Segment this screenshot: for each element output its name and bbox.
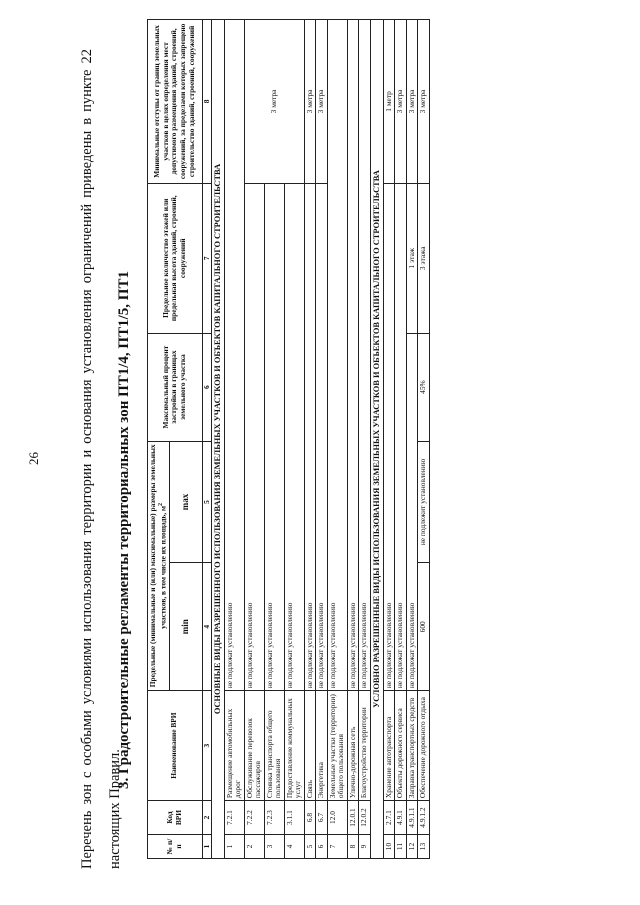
cell-code: 6.8 xyxy=(304,801,316,835)
table-row xyxy=(418,20,430,859)
cell-name: Энергетика xyxy=(316,691,328,801)
cell-name: Благоустройство территории xyxy=(359,691,371,801)
regulations-table xyxy=(147,19,430,859)
cell-num: 12 xyxy=(406,835,418,859)
section-main-title: ОСНОВНЫЕ ВИДЫ РАЗРЕШЕННОГО ИСПОЛЬЗОВАНИЯ ЗЕМЕЛЬНЫХ УЧАСТКОВ И ОБЪЕКТОВ КАПИТАЛЬНОГО СТРОИТЕЛЬСТВА xyxy=(212,20,225,859)
cell-percent: 45% xyxy=(418,333,430,441)
cell-setback: 3 метра xyxy=(406,20,418,184)
cell-name: Размещение автомобильных дорог xyxy=(224,691,244,801)
cell-code: 4.9.1 xyxy=(395,801,407,835)
cell-params: не подлежат установлению xyxy=(406,333,418,691)
col-number: 6 xyxy=(202,333,212,441)
header-size: Предельные (минимальные и (или) максимальные) размеры земельных участков, в том числе их площадь, $м^2$ xyxy=(148,441,170,691)
cell-num: 3 xyxy=(264,835,284,859)
header-name: Наименование ВРИ xyxy=(148,691,203,801)
cell-floors: 1 этаж xyxy=(406,183,418,333)
cell-num: 13 xyxy=(418,835,430,859)
header-code: Код ВРИ xyxy=(148,801,203,835)
cell-setback: 3 метра xyxy=(316,20,328,184)
cell-params: не подлежат установлению xyxy=(304,183,316,690)
cell-num: 11 xyxy=(395,835,407,859)
col-number: 7 xyxy=(202,183,212,333)
cell-code: 12.0.2 xyxy=(359,801,371,835)
col-number: 8 xyxy=(202,20,212,184)
cell-num: 10 xyxy=(383,835,395,859)
cell-num: 5 xyxy=(304,835,316,859)
header-floors: Предельное количество этажей или предельная высота зданий, строений, сооружений xyxy=(148,183,203,333)
cell-name: Связь xyxy=(304,691,316,801)
section-heading: 3. Градостроительные регламенты территориальных зон ПТ1/4, ПТ1/5, ПТ1 xyxy=(116,271,132,789)
cell-name: Земельные участки (территории) общего пользования xyxy=(327,691,347,801)
cell-params: не подлежат установлению xyxy=(284,183,304,690)
col-number: 4 xyxy=(202,563,212,691)
cell-code: 12.0 xyxy=(327,801,347,835)
cell-code: 7.2.3 xyxy=(264,801,284,835)
cell-name: Хранение автотранспорта xyxy=(383,691,395,801)
cell-setback: 3 метра xyxy=(244,20,304,184)
header-max: max xyxy=(169,441,202,563)
table-row xyxy=(316,20,328,859)
cell-max: не подлежит установлению xyxy=(418,441,430,563)
table-row xyxy=(359,20,371,859)
cell-params: не подлежат установлению xyxy=(244,183,264,690)
cell-name: Объекты дорожного сервиса xyxy=(395,691,407,801)
cell-setback: 3 метра xyxy=(395,20,407,184)
cell-params: не подлежат установлению xyxy=(347,20,359,691)
cell-num: 2 xyxy=(244,835,264,859)
cell-name: Обслуживание перевозок пассажиров xyxy=(244,691,264,801)
table-row xyxy=(304,20,316,859)
column-numbers-row xyxy=(202,20,212,859)
intro-paragraph: Перечень зон с особыми условиями использования территории и основания установления ограничений приведены в пункте 22 настоящих Правил. xyxy=(79,49,123,869)
cell-num: 4 xyxy=(284,835,304,859)
header-row xyxy=(148,20,170,859)
cell-name: Предоставление коммунальных услуг xyxy=(284,691,304,801)
cell-setback: 1 метр xyxy=(383,20,395,184)
cell-name: Улично-дорожная сеть xyxy=(347,691,359,801)
cell-code: 6.7 xyxy=(316,801,328,835)
cell-num: 1 xyxy=(224,835,244,859)
cell-code: 12.0.1 xyxy=(347,801,359,835)
cell-min: 600 xyxy=(418,563,430,691)
cell-floors: 3 этажа xyxy=(418,183,430,333)
col-number: 3 xyxy=(202,691,212,801)
cell-params: не подлежат установлению xyxy=(316,183,328,690)
cell-code: 7.2.2 xyxy=(244,801,264,835)
cell-name: Обеспечение дорожного отдыха xyxy=(418,691,430,801)
cell-params: не подлежат установлению xyxy=(383,183,395,690)
cell-num: 8 xyxy=(347,835,359,859)
cell-setback: 3 метра xyxy=(304,20,316,184)
header-num: № п/п xyxy=(148,835,203,859)
cell-params: не подлежат установлению xyxy=(327,20,347,691)
cell-code: 4.9.1.1 xyxy=(406,801,418,835)
cell-num: 6 xyxy=(316,835,328,859)
cell-params: не подлежат установлению xyxy=(224,20,244,691)
table-row xyxy=(347,20,359,859)
header-min: min xyxy=(169,563,202,691)
col-number: 5 xyxy=(202,441,212,563)
cell-code: 2.7.1 xyxy=(383,801,395,835)
cell-params: не подлежат установлению xyxy=(395,183,407,690)
page-number: 26 xyxy=(26,452,41,465)
cell-name: Заправка транспортных средств xyxy=(406,691,418,801)
cell-num: 7 xyxy=(327,835,347,859)
table-row xyxy=(406,20,418,859)
table-row xyxy=(244,20,264,859)
section-row xyxy=(370,20,383,859)
table-row xyxy=(327,20,347,859)
cell-params: не подлежат установлению xyxy=(359,20,371,691)
cell-num: 9 xyxy=(359,835,371,859)
col-number: 2 xyxy=(202,801,212,835)
cell-name: Стоянка транспорта общего пользования xyxy=(264,691,284,801)
cell-setback: 3 метра xyxy=(418,20,430,184)
header-setbacks: Минимальные отступы от границ земельных участков в целях определения мест допустимого размещения зданий, строений, сооружений, за пределами которых запрещено строительство зданий, строений, сооружений xyxy=(148,20,203,184)
table-row xyxy=(383,20,395,859)
cell-code: 4.9.1.2 xyxy=(418,801,430,835)
cell-code: 7.2.1 xyxy=(224,801,244,835)
table-row xyxy=(395,20,407,859)
cell-params: не подлежат установлению xyxy=(264,183,284,690)
table-row xyxy=(224,20,244,859)
col-number: 1 xyxy=(202,835,212,859)
header-percent: Максимальный процент застройки в границах земельного участка xyxy=(148,333,203,441)
section-conditional-title: УСЛОВНО РАЗРЕШЕННЫЕ ВИДЫ ИСПОЛЬЗОВАНИЯ ЗЕМЕЛЬНЫХ УЧАСТКОВ И ОБЪЕКТОВ КАПИТАЛЬНОГО СТРОИТЕЛЬСТВА xyxy=(370,20,383,859)
cell-code: 3.1.1 xyxy=(284,801,304,835)
section-row xyxy=(212,20,225,859)
